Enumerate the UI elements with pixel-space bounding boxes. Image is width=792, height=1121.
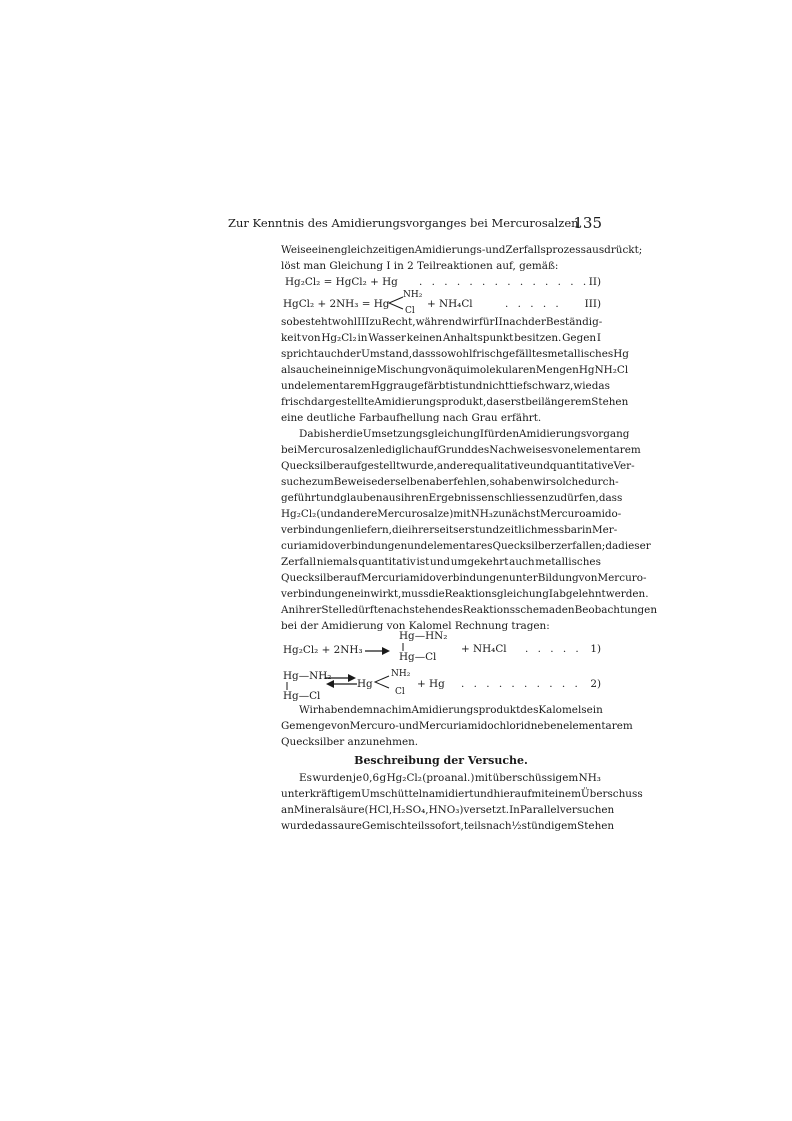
- text-line: frisch dargestellte Amidierungsprodukt, das erst bei längerem Stehen: [281, 396, 629, 408]
- scheme1-leader-dots: . . . . .: [525, 643, 582, 655]
- text-line: An ihrer Stelle dürfte nachstehendes Reaktionsschema den Beobachtungen: [281, 604, 658, 616]
- text-line: verbindungen liefern, die ihrerseits erst und zeitlich messbar in Mer-: [281, 524, 618, 536]
- body-text: [281, 242, 658, 834]
- scheme2-tag: 2): [590, 678, 601, 690]
- reaction-scheme: [281, 630, 601, 702]
- text-line: Quecksilber aufgestellt wurde, andere qualitative und quantitative Ver-: [281, 460, 635, 472]
- scheme1-bottom: Hg—Cl: [399, 651, 437, 663]
- text-line: Da bisher die Umsetzungsgleichung I für den Amidierungsvorgang: [299, 428, 630, 440]
- substituent-bottom: Cl: [395, 687, 405, 697]
- scheme2-center: Hg: [357, 678, 373, 690]
- text-line: Zerfall niemals quantitativ ist und umgekehrt auch metallisches: [281, 556, 601, 568]
- text-line: Es wurden je 0,6 g Hg₂Cl₂ (pro anal.) mit überschüssigem NH₃: [299, 772, 601, 784]
- equation-lhs: Hg₂Cl₂ = HgCl₂ + Hg: [285, 276, 398, 288]
- reaction-arrow-icon: [365, 646, 391, 656]
- equation-lhs: HgCl₂ + 2NH₃ = Hg: [283, 298, 390, 310]
- text-line: eine deutliche Farbaufhellung nach Grau erfährt.: [281, 412, 542, 424]
- scheme1-top: Hg—HN₂: [399, 630, 448, 642]
- branch-bracket-icon: [373, 674, 391, 690]
- scheme1-lhs: Hg₂Cl₂ + 2NH₃: [283, 644, 363, 656]
- equation-tag: III): [584, 298, 601, 310]
- text-line: geführt und glauben aus ihren Ergebnissen schliessen zu dürfen, dass: [281, 492, 623, 504]
- scheme2-bottom: Hg—Cl: [283, 690, 321, 702]
- section-heading: Beschreibung der Versuche.: [354, 754, 528, 767]
- text-line: Quecksilber auf Mercuriamidoverbindungen unter Bildung von Mercuro-: [281, 572, 647, 584]
- equation-II: [281, 274, 601, 292]
- equation-rest: + NH₄Cl: [427, 298, 473, 310]
- equation-tag: II): [588, 276, 601, 288]
- text-line: keit von Hg₂Cl₂ in Wasser keinen Anhaltspunkt besitzen. Gegen I: [281, 332, 601, 344]
- text-line: Wir haben demnach im Amidierungsprodukt des Kalomels ein: [299, 704, 603, 716]
- text-line: Weise einen gleichzeitigen Amidierungs- und Zerfallsprozess ausdrückt;: [281, 244, 643, 256]
- running-title: Zur Kenntnis des Amidierungsvorganges bei Mercurosalzen.: [228, 216, 583, 230]
- substituent-bottom: Cl: [405, 306, 415, 316]
- substituent-top: NH₂: [403, 290, 423, 300]
- text-line: spricht auch der Umstand, dass sowohl frisch gefälltes metallisches Hg: [281, 348, 629, 360]
- text-line: bei der Amidierung von Kalomel Rechnung tragen:: [281, 620, 550, 632]
- scheme2-leader-dots: . . . . . . . . . .: [461, 678, 581, 690]
- page-number: 135: [573, 214, 602, 232]
- equation-leader-dots: . . . . .: [505, 298, 562, 310]
- text-line: so besteht wohl III zu Recht, während wir für II nach der Beständig-: [281, 316, 603, 328]
- text-line: bei Mercurosalzen lediglich auf Grund des Nachweises von elementarem: [281, 444, 641, 456]
- text-line: suche zum Beweise derselben aber fehlen, so haben wir solche durch-: [281, 476, 619, 488]
- scheme1-tag: 1): [590, 643, 601, 655]
- text-line: verbindungen einwirkt, muss die Reaktionsgleichung I abgelehnt werden.: [281, 588, 649, 600]
- substituent-top: NH₂: [391, 669, 411, 679]
- text-line: unter kräftigem Umschütteln amidiert und hierauf mit einem Überschuss: [281, 788, 643, 800]
- equation-III: [281, 292, 601, 314]
- text-line: curiamidoverbindungen und elementares Quecksilber zerfallen; da dieser: [281, 540, 651, 552]
- scheme2-rest: + Hg: [417, 678, 445, 690]
- scheme2-top: Hg—NH₂: [283, 670, 332, 682]
- text-line: löst man Gleichung I in 2 Teilreaktionen auf, gemäß:: [281, 260, 559, 272]
- text-line: und elementarem Hg grau gefärbt ist und nicht tiefschwarz, wie das: [281, 380, 610, 392]
- text-line: wurde das saure Gemisch teils sofort, teils nach ½stündigem Stehen: [281, 820, 615, 832]
- text-line: Hg₂Cl₂ (und andere Mercurosalze) mit NH₃ zunächst Mercuroamido-: [281, 508, 622, 520]
- text-line: an Mineralsäure (HCl, H₂SO₄, HNO₃) versetzt. In Parallelversuchen: [281, 804, 615, 816]
- equation-leader-dots: . . . . . . . . . . . . . .: [419, 276, 590, 288]
- text-line: Gemenge von Mercuro- und Mercuriamidochlorid neben elementarem: [281, 720, 633, 732]
- text-line: Quecksilber anzunehmen.: [281, 736, 419, 748]
- equilibrium-arrow-icon: [325, 674, 357, 688]
- text-line: als auch eine innige Mischung von äquimolekularen Mengen HgNH₂Cl: [281, 364, 629, 376]
- scheme1-rest: + NH₄Cl: [461, 643, 507, 655]
